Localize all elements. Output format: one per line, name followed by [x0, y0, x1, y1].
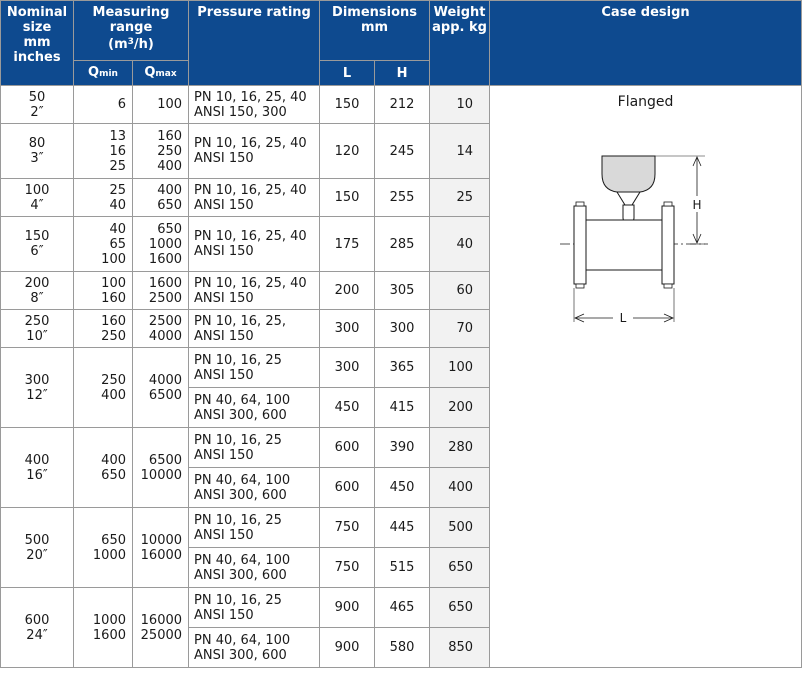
cell-line: 250	[157, 143, 183, 159]
cell-line: 8″	[30, 290, 44, 306]
nominal-size-cell	[1, 86, 74, 124]
qmin-cell	[74, 217, 133, 272]
table-row	[1, 86, 802, 124]
nominal-size-cell	[1, 508, 74, 588]
cell-line: PN 10, 16, 25, 40	[194, 136, 307, 151]
qmin-cell	[74, 179, 133, 217]
weight-cell: 650	[430, 548, 490, 588]
right-flange-bolt-top	[664, 202, 672, 206]
col-dimensions: Dimensions mm	[320, 1, 430, 61]
cell-line: ANSI 150, 300	[194, 104, 287, 120]
cell-line: 400	[24, 452, 50, 468]
cell-line: 50	[28, 89, 46, 105]
nominal-size-cell	[1, 217, 74, 272]
qmax-cell	[133, 508, 189, 588]
pressure-rating-cell	[189, 272, 320, 310]
pressure-rating-cell	[189, 628, 320, 668]
weight-cell: 850	[430, 628, 490, 668]
pressure-rating-cell	[189, 588, 320, 628]
cell-line: 3″	[30, 151, 44, 166]
cell-line: 6″	[30, 244, 44, 259]
cell-line: 13	[109, 128, 126, 144]
qmin-cell	[74, 124, 133, 179]
cell-line: 1000	[148, 236, 183, 252]
weight-cell: 100	[430, 348, 490, 388]
flanged-meter-drawing	[490, 110, 798, 350]
cell-line: 160	[157, 128, 183, 144]
col-nominal-size: Nominal size mm inches	[1, 1, 74, 86]
pressure-rating-cell	[189, 508, 320, 548]
cell-line: PN 40, 64, 100	[194, 392, 291, 408]
dim-h-cell: 245	[375, 124, 430, 179]
cell-line: ANSI 150	[194, 197, 254, 213]
neck-stem	[623, 205, 634, 222]
dim-h-cell: 580	[375, 628, 430, 668]
cell-line: 250	[101, 372, 126, 388]
cell-line: 4000	[148, 328, 183, 344]
cell-line: PN 10, 16, 25, 40	[194, 89, 307, 105]
cell-line: 40	[109, 197, 126, 213]
cell-line: 2500	[148, 313, 183, 329]
qmax-cell	[133, 348, 189, 428]
cell-line: 65	[109, 236, 126, 252]
dim-l-cell: 300	[320, 310, 375, 348]
cell-line: 100	[101, 275, 126, 291]
cell-line: ANSI 150	[194, 328, 254, 344]
cell-line: 10″	[26, 328, 48, 344]
cell-line: 6500	[148, 452, 183, 468]
qmin-cell	[74, 348, 133, 428]
dim-h-cell: 365	[375, 348, 430, 388]
cell-line: 4″	[30, 197, 44, 213]
right-flange	[662, 206, 674, 284]
cell-line: 4000	[148, 372, 183, 388]
cell-line: 1000	[92, 612, 126, 628]
cell-line: PN 40, 64, 100	[194, 552, 291, 568]
qmax-cell	[133, 272, 189, 310]
weight-cell: 40	[430, 217, 490, 272]
cell-line: 100	[24, 182, 50, 198]
cell-line: 10000	[140, 532, 183, 548]
cell-line: 12″	[26, 387, 48, 403]
pressure-rating-cell	[189, 388, 320, 428]
col-dim-l: L	[320, 61, 375, 86]
cell-line: PN 10, 16, 25	[194, 352, 282, 368]
right-flange-bolt-bottom	[664, 284, 672, 288]
weight-cell: 10	[430, 86, 490, 124]
qmin-cell	[74, 588, 133, 668]
pressure-rating-cell	[189, 310, 320, 348]
left-flange	[574, 206, 586, 284]
pressure-rating-cell	[189, 86, 320, 124]
col-qmax: Qmax	[133, 61, 189, 86]
neck-cone	[617, 192, 640, 205]
nominal-size-cell	[1, 310, 74, 348]
dim-h-cell: 300	[375, 310, 430, 348]
col-pressure-rating: Pressure rating	[189, 1, 320, 86]
cell-line: 1600	[148, 275, 183, 291]
nominal-size-cell	[1, 588, 74, 668]
weight-cell: 400	[430, 468, 490, 508]
cell-line: 25	[109, 158, 126, 174]
cell-line: ANSI 150	[194, 607, 254, 623]
nominal-size-cell	[1, 348, 74, 428]
qmin-cell	[74, 428, 133, 508]
case-design-cell	[490, 86, 802, 668]
cell-line: 150	[24, 229, 50, 244]
cell-line: 250	[24, 313, 50, 329]
col-dim-h: H	[375, 61, 430, 86]
qmax-cell	[133, 428, 189, 508]
weight-cell: 25	[430, 179, 490, 217]
cell-line: PN 10, 16, 25	[194, 592, 282, 608]
cell-line: PN 10, 16, 25,	[194, 313, 286, 329]
case-design-label: Flanged	[617, 94, 674, 110]
dim-l-cell: 150	[320, 179, 375, 217]
transmitter-head	[602, 156, 655, 192]
cell-line: PN 40, 64, 100	[194, 472, 291, 488]
cell-line: ANSI 300, 600	[194, 647, 287, 663]
cell-line: 250	[101, 328, 126, 344]
pipe-body	[586, 220, 662, 270]
dim-h-cell: 305	[375, 272, 430, 310]
cell-line: 100	[157, 97, 183, 112]
cell-line: 200	[24, 275, 50, 291]
cell-line: 25000	[140, 627, 183, 643]
cell-line: ANSI 300, 600	[194, 567, 287, 583]
cell-line: 300	[24, 372, 50, 388]
cell-line: 650	[101, 467, 126, 483]
cell-line: PN 10, 16, 25, 40	[194, 229, 307, 244]
qmin-cell	[74, 86, 133, 124]
weight-cell: 500	[430, 508, 490, 548]
cell-line: 6500	[148, 387, 183, 403]
cell-line: 1000	[92, 547, 126, 563]
l-dimension-label: L	[619, 311, 627, 325]
qmax-cell	[133, 588, 189, 668]
dim-h-cell: 390	[375, 428, 430, 468]
weight-cell: 14	[430, 124, 490, 179]
cell-line: 400	[157, 158, 183, 174]
cell-line: ANSI 300, 600	[194, 487, 287, 503]
cell-line: 80	[28, 136, 46, 151]
pressure-rating-cell	[189, 428, 320, 468]
qmax-cell	[133, 179, 189, 217]
dim-h-cell: 285	[375, 217, 430, 272]
cell-line: ANSI 300, 600	[194, 407, 287, 423]
cell-line: PN 40, 64, 100	[194, 632, 291, 648]
cell-line: 650	[157, 197, 183, 213]
dim-h-cell: 445	[375, 508, 430, 548]
qmax-cell	[133, 86, 189, 124]
cell-line: 10000	[140, 467, 183, 483]
dim-l-cell: 600	[320, 428, 375, 468]
dim-l-cell: 175	[320, 217, 375, 272]
weight-cell: 650	[430, 588, 490, 628]
cell-line: 16000	[140, 612, 183, 628]
pressure-rating-cell	[189, 124, 320, 179]
cell-line: ANSI 150	[194, 367, 254, 383]
dim-l-cell: 150	[320, 86, 375, 124]
qmax-cell	[133, 217, 189, 272]
cell-line: ANSI 150	[194, 244, 254, 259]
dim-h-cell: 415	[375, 388, 430, 428]
dim-l-cell: 200	[320, 272, 375, 310]
nominal-size-cell	[1, 179, 74, 217]
dim-l-cell: 900	[320, 628, 375, 668]
cell-line: 600	[24, 612, 50, 628]
cell-line: 16000	[140, 547, 183, 563]
col-qmin: Qmin	[74, 61, 133, 86]
cell-line: PN 10, 16, 25, 40	[194, 275, 307, 291]
cell-line: 1600	[92, 627, 126, 643]
cell-line: 160	[101, 313, 126, 329]
cell-line: PN 10, 16, 25, 40	[194, 182, 307, 198]
dim-h-cell: 255	[375, 179, 430, 217]
col-case-design: Case design	[490, 1, 802, 86]
cell-line: PN 10, 16, 25	[194, 432, 282, 448]
dim-l-cell: 750	[320, 548, 375, 588]
cell-line: 100	[101, 251, 126, 267]
cell-line: 500	[24, 532, 50, 548]
cell-line: 400	[101, 387, 126, 403]
col-weight: Weight app. kg	[430, 1, 490, 86]
cell-line: 160	[101, 290, 126, 306]
h-dimension-label: H	[692, 198, 702, 212]
cell-line: 400	[101, 452, 126, 468]
pressure-rating-cell	[189, 348, 320, 388]
cell-line: PN 10, 16, 25	[194, 512, 282, 528]
cell-line: 20″	[26, 547, 48, 563]
qmin-cell	[74, 508, 133, 588]
left-flange-bolt-bottom	[576, 284, 584, 288]
cell-line: 400	[157, 182, 183, 198]
weight-cell: 60	[430, 272, 490, 310]
flanged-meter-svg	[490, 110, 798, 350]
nominal-size-cell	[1, 124, 74, 179]
nominal-size-cell	[1, 272, 74, 310]
dim-l-cell: 300	[320, 348, 375, 388]
cell-line: 16	[109, 143, 126, 159]
qmax-cell	[133, 310, 189, 348]
cell-line: ANSI 150	[194, 151, 254, 166]
pressure-rating-cell	[189, 468, 320, 508]
dim-l-cell: 120	[320, 124, 375, 179]
dim-h-cell: 465	[375, 588, 430, 628]
col-measuring-range: Measuring range $(m^3/h)$	[74, 1, 189, 61]
cell-line: 650	[101, 532, 126, 548]
dim-h-cell: 212	[375, 86, 430, 124]
pressure-rating-cell	[189, 217, 320, 272]
cell-line: 1600	[148, 251, 183, 267]
cell-line: 650	[157, 221, 183, 237]
qmax-cell	[133, 124, 189, 179]
dim-h-cell: 515	[375, 548, 430, 588]
cell-line: ANSI 150	[194, 290, 254, 306]
weight-cell: 70	[430, 310, 490, 348]
cell-line: ANSI 150	[194, 447, 254, 463]
qmin-cell	[74, 272, 133, 310]
dim-l-cell: 450	[320, 388, 375, 428]
pressure-rating-cell	[189, 548, 320, 588]
cell-line: 6	[117, 97, 126, 112]
dim-l-cell: 750	[320, 508, 375, 548]
pressure-rating-cell	[189, 179, 320, 217]
dim-l-cell: 900	[320, 588, 375, 628]
cell-line: 16″	[26, 467, 48, 483]
weight-cell: 200	[430, 388, 490, 428]
dim-l-cell: 600	[320, 468, 375, 508]
qmin-cell	[74, 310, 133, 348]
cell-line: 25	[109, 182, 126, 198]
cell-line: 2500	[148, 290, 183, 306]
cell-line: 40	[109, 221, 126, 237]
cell-line: ANSI 150	[194, 527, 254, 543]
cell-line: 24″	[26, 627, 48, 643]
dim-h-cell: 450	[375, 468, 430, 508]
weight-cell: 280	[430, 428, 490, 468]
cell-line: 2″	[30, 104, 44, 120]
nominal-size-cell	[1, 428, 74, 508]
left-flange-bolt-top	[576, 202, 584, 206]
